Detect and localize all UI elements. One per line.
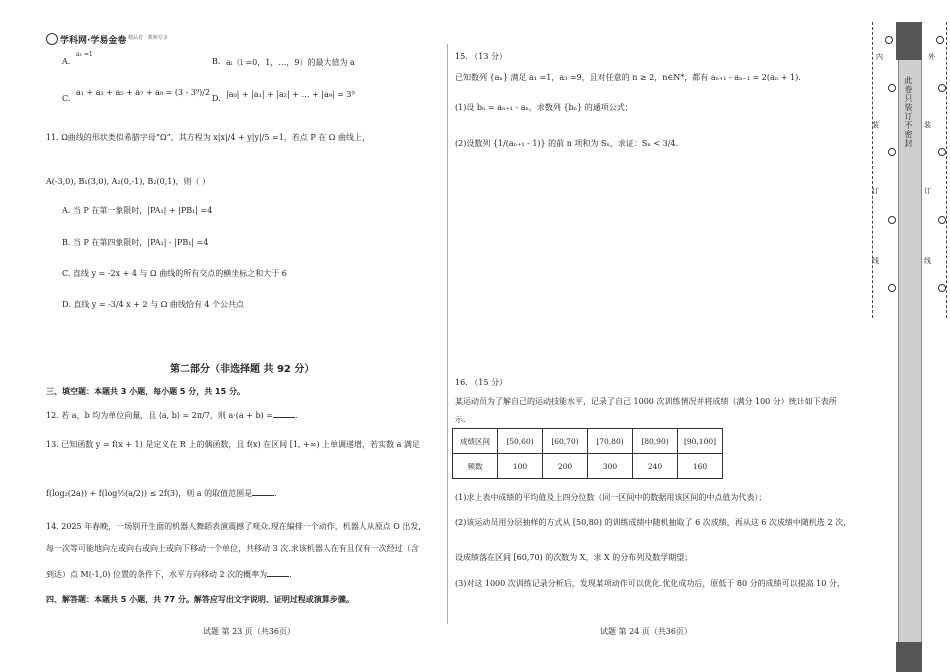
table-row: [453, 454, 723, 479]
xian-label-right: 线: [924, 257, 931, 265]
question-16-stem-line2: 示.: [455, 415, 466, 424]
question-11-option-a: A. 当 P 在第一象限时，|PA₁| + |PB₁| =4: [62, 206, 213, 215]
ding-label-left: 订: [872, 187, 879, 195]
punch-hole: [936, 36, 944, 44]
option-a-label: A.: [62, 57, 71, 66]
section-three-title: 三、填空题：本题共 3 小题，每小题 5 分，共 15 分。: [46, 387, 245, 396]
answer-blank: [273, 409, 295, 418]
punch-hole: [938, 284, 946, 292]
option-d-text: |a₀| + |a₁| + |a₂| + … + |a₉| = 3⁹: [226, 90, 355, 99]
binding-bar-top: [896, 22, 922, 60]
question-15-stem: 已知数列 {aₙ} 满足 a₁ =1，a₃ =9，且对任意的 n ≥ 2，n∈N*，都有 aₙ₊₁ - aₙ₋₁ = 2(aₙ + 1).: [455, 73, 801, 82]
punch-hole: [888, 216, 896, 224]
score-table: [452, 428, 723, 479]
option-b-text: aᵢ（i =0，1，…，9）的最大值为 a: [226, 58, 355, 67]
punch-hole: [938, 148, 946, 156]
cut-line-right: [946, 22, 947, 318]
question-11-option-d: D. 直线 y = -3/4 x + 2 与 Ω 曲线恰有 4 个公共点: [62, 300, 245, 309]
table-header-cell: 成绩区间: [453, 429, 498, 454]
answer-blank: [252, 487, 274, 496]
option-c-label: C.: [62, 94, 71, 103]
binding-bar-bottom: [896, 642, 922, 672]
column-divider: [447, 44, 448, 624]
xian-label-left: 线: [872, 257, 879, 265]
ding-label-right: 订: [924, 187, 931, 195]
question-15-title: 15. （13 分）: [455, 52, 507, 61]
question-13-line2: f(log₂(2a)) + f(log½(a/2)) ≤ 2f(3)，则 a 的取值范围是 .: [46, 489, 277, 498]
inner-label: 内: [876, 53, 883, 61]
part-two-title: 第二部分（非选择题 共 92 分）: [170, 364, 315, 375]
logo-subtext: 精品卷 · 教师专享: [128, 35, 168, 41]
punch-hole: [885, 36, 893, 44]
question-16-title: 16. （15 分）: [455, 378, 507, 387]
question-16-part2-line1: (2)该运动员用分层抽样的方式从 [50,80) 的训练成绩中随机抽取了 6 次成绩，再从这 6 次成绩中随机选 2 次，: [455, 518, 852, 527]
question-16-stem-line1: 某运动员为了解自己的运动技能水平，记录了自己 1000 次训练情况并将成绩（满分 100 分）统计如下表所: [455, 397, 837, 406]
punch-hole: [888, 148, 896, 156]
question-11-stem: 11. Ω曲线的形状类似希腊字母“Ω”，其方程为 x|x|/4 + y|y|/5 =1，若点 P 在 Ω 曲线上，: [46, 133, 370, 142]
table-header-cell: [60,70): [543, 429, 588, 454]
punch-hole: [938, 216, 946, 224]
option-c-text: a₁ + a₃ + a₅ + a₇ + a₉ = (3 - 3⁹)/2: [76, 88, 211, 97]
binding-notice: 此卷只装订不密封: [904, 76, 913, 148]
question-13-line1: 13. 已知函数 y = f(x + 1) 是定义在 R 上的偶函数，且 f(x) 在区间 [1, +∞) 上单调递增，若实数 a 满足: [46, 440, 420, 449]
table-header-cell: [80,90): [633, 429, 678, 454]
option-b-label: B.: [212, 57, 221, 66]
question-12: 12. 若 a，b 均为单位向量，且 ⟨a, b⟩ = 2π/7，则 a·(a + b) = .: [46, 411, 298, 420]
zhuang-label-left: 装: [872, 121, 879, 129]
question-14-line2: 每一次等可能地向左或向右或向上或向下移动一个单位，共移动 3 次.求该机器人在有且仅有一次经过（含: [46, 544, 419, 553]
table-header-cell: [70,80): [588, 429, 633, 454]
question-16-part2-line2: 设成绩落在区间 [60,70) 的次数为 X，求 X 的分布列及数学期望；: [455, 553, 693, 562]
table-header-cell: [50,60): [498, 429, 543, 454]
table-cell: 频数: [453, 454, 498, 479]
punch-hole: [938, 84, 946, 92]
question-14-line3: 到达）点 M(-1,0) 位置的条件下，水平方向移动 2 次的概率为 .: [46, 570, 292, 579]
logo-text: 学科网·学易金卷: [60, 36, 127, 46]
option-d-label: D.: [212, 94, 221, 103]
question-15-part2: (2)设数列 {1/(aₙ₊₁ - 1)} 的前 n 项和为 Sₙ，求证：Sₙ < 3/4.: [455, 139, 679, 148]
table-cell: 160: [678, 454, 723, 479]
question-15-part1: (1)设 bₙ = aₙ₊₁ - aₙ，求数列 {bₙ} 的通项公式；: [455, 103, 633, 112]
option-a-text: a₁ =1: [76, 51, 93, 58]
page-footer-left: 试题 第 23 页（共36页）: [203, 627, 295, 636]
question-11-option-c: C. 直线 y = -2x + 4 与 Ω 曲线的所有交点的横坐标之和大于 6: [62, 269, 287, 278]
question-16-part3: (3)对这 1000 次训练记录分析后，发现某项动作可以优化.优化成功后，原低于 80 分的成绩可以提高 10 分，: [455, 579, 845, 588]
question-11-option-b: B. 当 P 在第四象限时，|PA₁| - |PB₁| =4: [62, 238, 209, 247]
punch-hole: [888, 284, 896, 292]
table-cell: 200: [543, 454, 588, 479]
table-cell: 240: [633, 454, 678, 479]
question-16-part1: (1)求上表中成绩的平均值及上四分位数（同一区间中的数据用该区间的中点值为代表）；: [455, 493, 767, 502]
question-14-line1: 14. 2025 年春晚，一场别开生面的机器人舞蹈表演震撼了观众.现在编排一个动作，机器人从原点 O 出发，: [46, 522, 427, 531]
page-footer-right: 试题 第 24 页（共36页）: [600, 627, 692, 636]
answer-blank: [267, 568, 289, 577]
outer-label: 外: [928, 53, 935, 61]
table-cell: 100: [498, 454, 543, 479]
section-four-title: 四、解答题：本题共 5 小题，共 77 分。解答应写出文字说明、证明过程或演算步骤。: [46, 595, 354, 604]
table-header-cell: [90,100]: [678, 429, 723, 454]
logo-icon: [46, 33, 58, 45]
punch-hole: [888, 84, 896, 92]
question-11-points: A(-3,0), B₁(3,0), A₂(0,-1), B₂(0,1)，则（ ）: [46, 177, 210, 186]
cut-line-left: [872, 22, 873, 318]
table-cell: 300: [588, 454, 633, 479]
table-header-row: [453, 429, 723, 454]
zhuang-label-right: 装: [924, 121, 931, 129]
